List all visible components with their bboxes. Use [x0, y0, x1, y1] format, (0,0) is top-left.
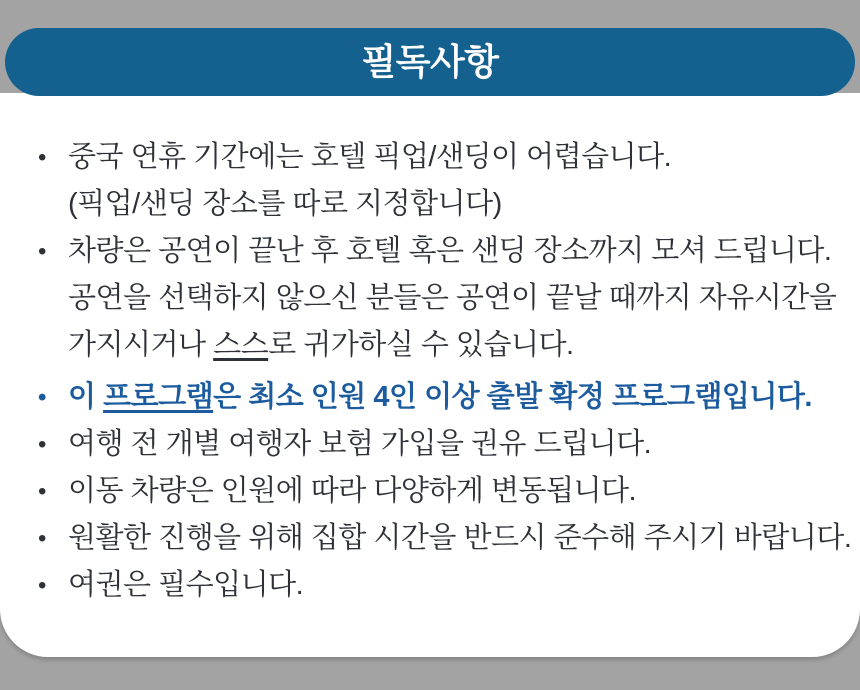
notice-text: 은 최소 인원 4인 이상 출발 확정 프로그램입니다.	[213, 381, 812, 413]
list-item	[0, 421, 836, 468]
list-item	[0, 562, 836, 609]
bullet-dot: •	[38, 572, 46, 599]
notice-line	[0, 322, 836, 369]
notice-text: 공연을 선택하지 않으신 분들은 공연이 끝날 때까지 자유시간을	[68, 282, 837, 314]
bullet-dot: •	[38, 478, 46, 505]
notice-list	[0, 93, 860, 609]
notice-text: 차량은 공연이 끝난 후 호텔 혹은 샌딩 장소까지 모셔 드립니다.	[68, 235, 832, 267]
notice-line	[0, 562, 836, 609]
notice-text: 원활한 진행을 위해 집합 시간을 반드시 준수해 주시기 바랍니다.	[68, 522, 852, 554]
notice-line	[0, 275, 836, 322]
notice-text: 이동 차량은 인원에 따라 다양하게 변동됩니다.	[68, 475, 637, 507]
notice-text: 이	[68, 381, 104, 413]
notice-line	[0, 181, 836, 228]
notice-text: (픽업/샌딩 장소를 따로 지정합니다)	[68, 188, 502, 220]
notice-header-banner	[5, 28, 855, 96]
bullet-dot: •	[38, 144, 46, 171]
list-item-highlight	[0, 374, 836, 421]
underlined-text: 프로그램	[103, 381, 214, 413]
list-item	[0, 228, 836, 369]
notice-line	[0, 228, 836, 275]
notice-text: 중국 연휴 기간에는 호텔 픽업/샌딩이 어렵습니다.	[68, 141, 672, 173]
notice-line	[0, 468, 836, 515]
list-item	[0, 468, 836, 515]
bullet-dot: •	[38, 384, 46, 411]
list-item	[0, 515, 852, 562]
bullet-dot: •	[38, 431, 46, 458]
notice-card	[0, 93, 860, 657]
notice-line	[0, 421, 836, 468]
notice-text: 여행 전 개별 여행자 보험 가입을 권유 드립니다.	[68, 428, 652, 460]
underlined-text: 스스	[213, 329, 269, 361]
list-item	[0, 134, 836, 228]
bullet-dot: •	[38, 525, 46, 552]
bullet-dot: •	[38, 238, 46, 265]
notice-text: 가지시거나	[68, 329, 214, 361]
notice-line	[0, 374, 836, 421]
notice-line	[0, 134, 836, 181]
page-title: 필독사항	[361, 41, 499, 82]
notice-text: 로 귀가하실 수 있습니다.	[268, 329, 574, 361]
notice-text: 여권은 필수입니다.	[68, 569, 304, 601]
notice-line	[0, 515, 852, 562]
